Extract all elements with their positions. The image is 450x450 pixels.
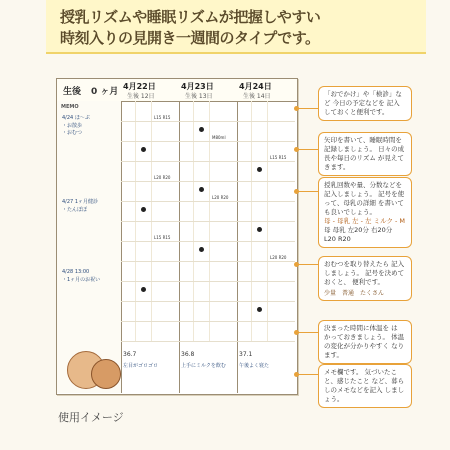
callout-text: おむつを取り替えたら 記入しましょう。 記号を決めておくと、 便利です。 — [324, 260, 405, 286]
callout-text: 矢印を書いて、睡眠時間を 記録しましょう。 日々の成長や毎日のリズム が見えてきます。 — [324, 136, 405, 171]
callout-text: 授乳回数や量、分数などを 記入しましょう。 記号を使って、母乳の詳細 を書いても良いでしょう。 — [324, 181, 405, 216]
connector-line — [297, 108, 318, 109]
planner-header — [57, 79, 297, 102]
banner-line-1: 授乳リズムや睡眠リズムが把握しやすい — [60, 8, 321, 26]
day-date: 4月24日 — [239, 82, 272, 91]
feed-value: L20 R20 — [212, 195, 229, 200]
diaper-mark — [141, 287, 146, 292]
diaper-mark — [141, 147, 146, 152]
feed-value: L20 R20 — [270, 255, 287, 260]
banner-line-2: 時刻入りの見開き一週間のタイプです。 — [60, 29, 320, 47]
callout-diaper — [318, 256, 412, 301]
note: 4/27 1ヶ月健診 — [62, 199, 98, 205]
note: ・1ヶ月のお祝い — [62, 277, 101, 283]
callout-feeding — [318, 177, 412, 248]
usage-caption: 使用イメージ — [58, 411, 124, 424]
connector-line — [297, 332, 318, 333]
note: ・お散歩 — [62, 123, 83, 129]
day-column-1 — [121, 101, 180, 393]
day-memo: 左目がゴロゴロ — [123, 363, 159, 369]
callout-schedule — [318, 86, 412, 121]
seigo-label: 生後 — [63, 87, 82, 97]
legend-small: 少量 — [324, 290, 337, 297]
day-memo: 午後よく寝た — [239, 363, 270, 369]
diaper-mark — [257, 167, 262, 172]
feed-value: L15 R15 — [154, 115, 171, 120]
connector-line — [297, 191, 318, 192]
character-illustration — [91, 359, 121, 389]
memo-label: MEMO — [61, 104, 79, 110]
diaper-mark — [257, 307, 262, 312]
callout-text: メモ欄です。 気づいたこと、感じたこと など、暮らしのメモなどを記入 しましょう。 — [324, 368, 405, 403]
weight-value: 36.7 — [123, 351, 137, 358]
legend-normal: 普通 — [342, 290, 355, 297]
memo-column — [57, 101, 122, 393]
day-header-1 — [123, 81, 177, 101]
header-banner — [46, 0, 426, 54]
day-header-2 — [181, 81, 235, 101]
callout-memo — [318, 364, 412, 408]
age-label: 0 ヶ月 — [91, 87, 119, 97]
feed-value: L15 R15 — [154, 235, 171, 240]
diaper-mark — [141, 207, 146, 212]
callout-legend: 母 - 母乳 左 - 左 ミルク - M — [324, 217, 406, 225]
feed-value: L15 R15 — [270, 155, 287, 160]
diaper-legend — [324, 288, 406, 297]
note: ・おむつ — [62, 130, 83, 136]
day-sub: 生後 12日 — [127, 93, 155, 100]
day-sub: 生後 13日 — [185, 93, 213, 100]
feed-value: L20 R20 — [154, 175, 171, 180]
diaper-mark — [257, 227, 262, 232]
day-memo: 上手にミルクを飲む — [181, 363, 226, 369]
callout-sleep — [318, 132, 412, 176]
callout-example-value: L20 R20 — [324, 235, 351, 243]
legend-large: たくさん — [360, 290, 385, 297]
callout-example: 母 母乳 左20分 右20分 — [324, 226, 393, 234]
diaper-mark — [199, 127, 204, 132]
day-sub: 生後 14日 — [243, 93, 271, 100]
connector-line — [297, 149, 318, 150]
callout-text: 「おでかけ」や「検診」など 今日の予定などを 記入しておくと便利です。 — [324, 90, 402, 116]
day-column-2 — [179, 101, 238, 393]
diaper-mark — [199, 247, 204, 252]
weight-value: 37.1 — [239, 351, 253, 358]
planner-sheet — [56, 78, 298, 395]
note: 4/28 13:00 — [62, 269, 90, 275]
diaper-mark — [199, 187, 204, 192]
day-column-3 — [237, 101, 295, 393]
feed-value: M80ml — [212, 135, 226, 140]
callout-text: 決まった時間に体温を は かっておきましょう。 体温の変化が分かりやすく なります。 — [324, 324, 405, 359]
note: 4/24 ほ～ぷ — [62, 115, 90, 121]
day-date: 4月23日 — [181, 82, 214, 91]
note: ・たんぽぽ — [62, 207, 88, 213]
connector-line — [297, 374, 318, 375]
day-date: 4月22日 — [123, 82, 156, 91]
day-header-3 — [239, 81, 293, 101]
weight-value: 36.8 — [181, 351, 195, 358]
callout-temperature — [318, 320, 412, 364]
connector-line — [297, 264, 318, 265]
